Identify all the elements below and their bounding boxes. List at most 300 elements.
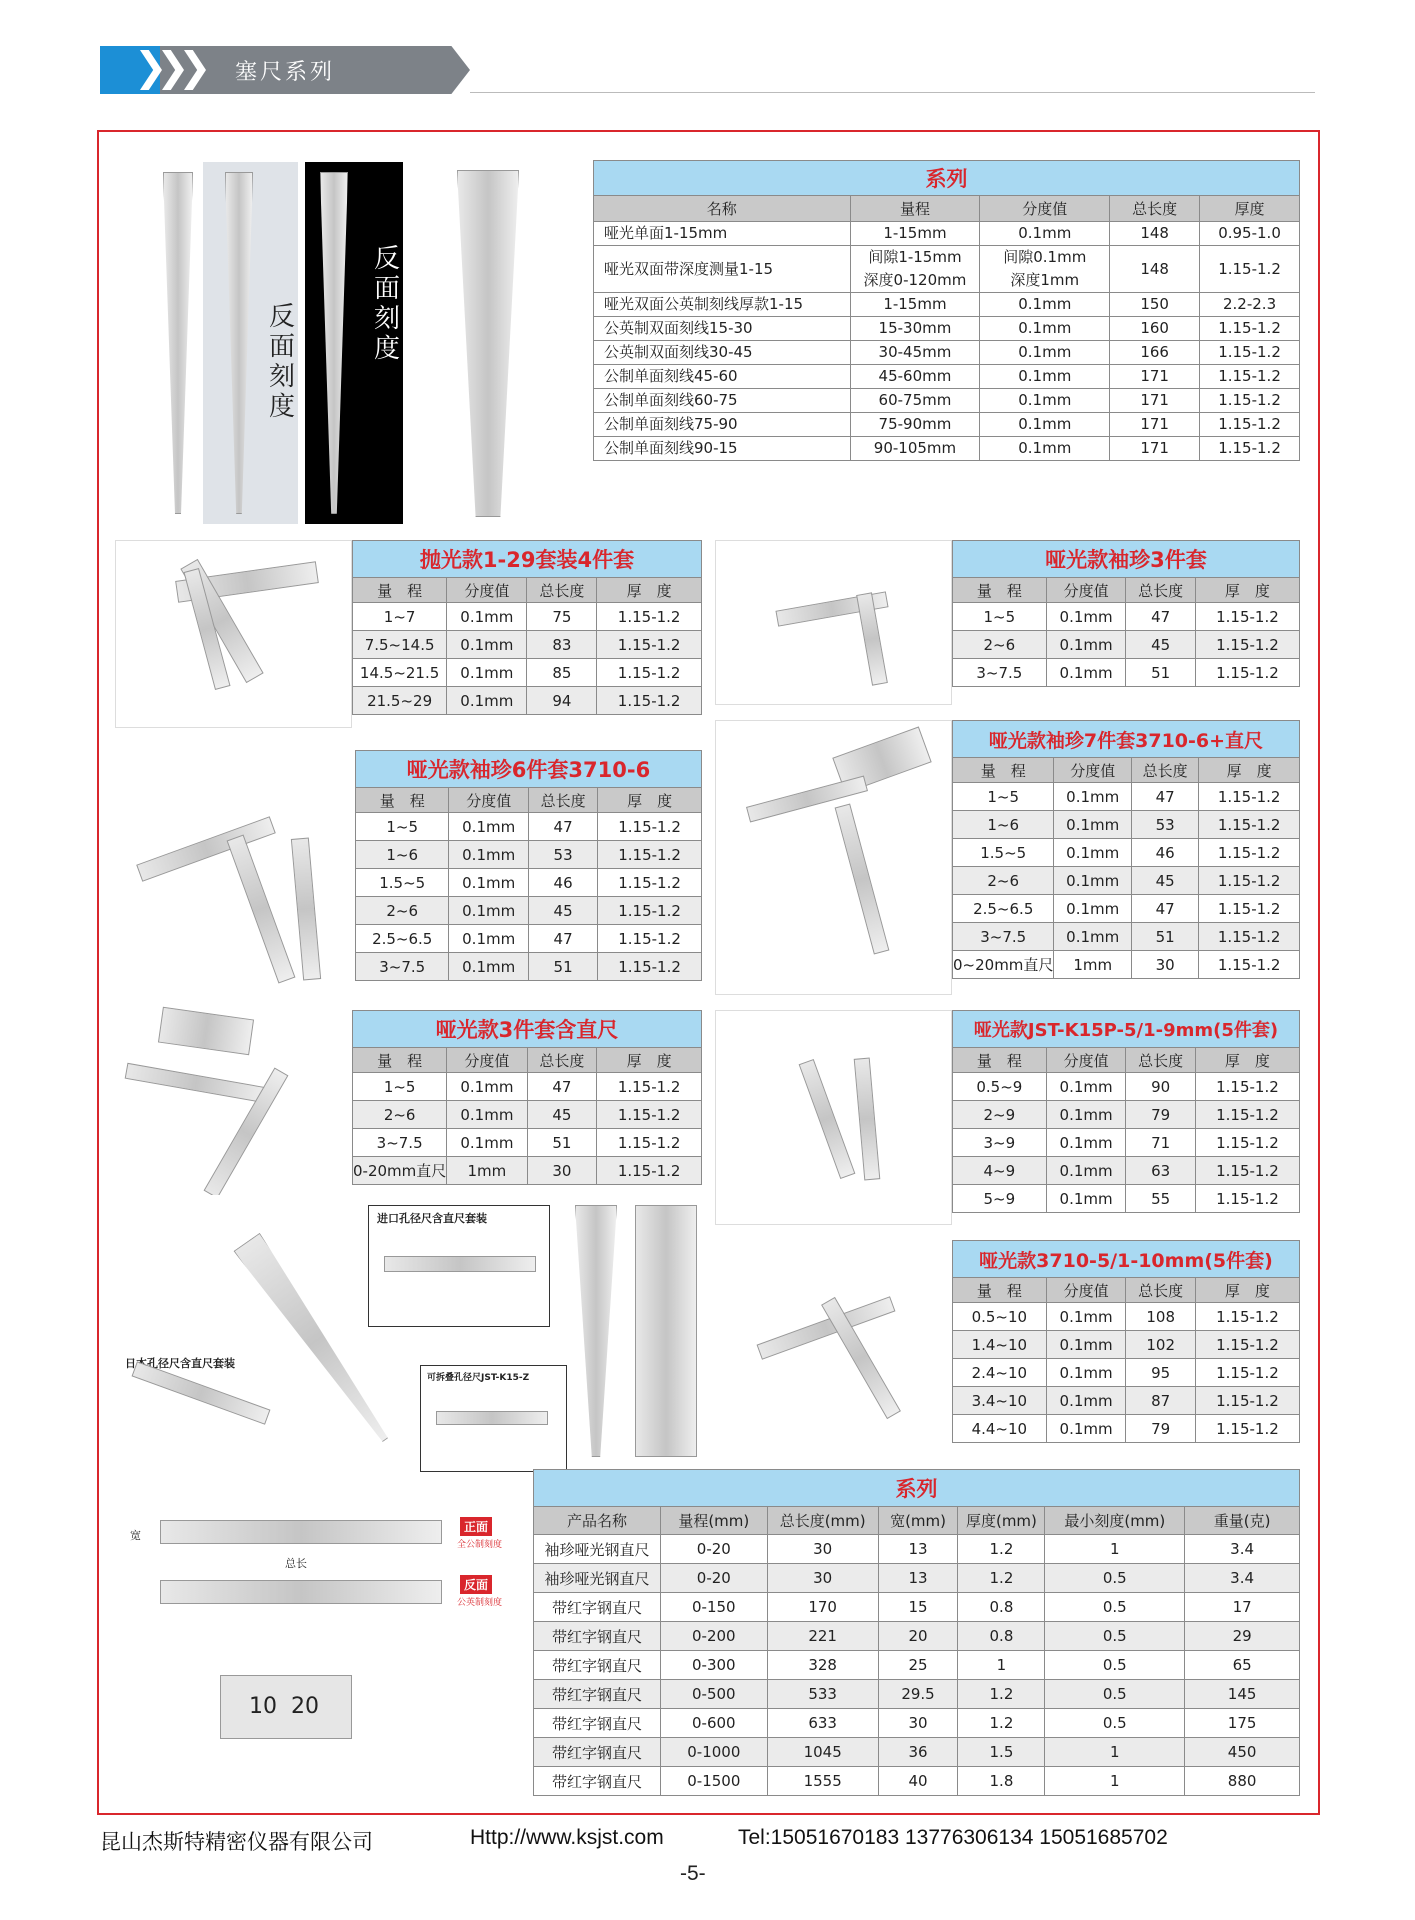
set-title: 哑光款3710-5/1-10mm(5件套): [953, 1241, 1300, 1278]
table-cell: 1~7: [353, 603, 447, 631]
column-header: 厚度(mm): [958, 1507, 1045, 1535]
table-cell: 75-90mm: [850, 413, 980, 437]
table-cell: 55: [1126, 1185, 1195, 1213]
table-cell: 0.1mm: [447, 603, 527, 631]
table-cell: 29.5: [878, 1680, 958, 1709]
table-cell: 带红字钢直尺: [534, 1738, 661, 1767]
table-cell: 带红字钢直尺: [534, 1593, 661, 1622]
footer-url[interactable]: Http://www.ksjst.com: [470, 1826, 664, 1849]
table-cell: 1.15-1.2: [1199, 895, 1300, 923]
table-row: [356, 925, 702, 953]
table-cell: 30-45mm: [850, 341, 980, 365]
table-row: [594, 222, 1300, 246]
photo-import-box: [368, 1205, 550, 1327]
table-cell: 83: [527, 631, 597, 659]
table-cell: 1.8: [958, 1767, 1045, 1796]
table-cell: 0.5~9: [953, 1073, 1047, 1101]
ruler-back-sub: 公英制刻度: [457, 1598, 503, 1608]
table-cell: 3.4~10: [953, 1387, 1047, 1415]
table-cell: 1.15-1.2: [1199, 923, 1300, 951]
set-title: 哑光款袖珍7件套3710-6+直尺: [953, 721, 1300, 758]
column-header: 总长度: [1131, 758, 1198, 783]
table-cell: 1-15mm: [850, 293, 980, 317]
table-row: [953, 1331, 1300, 1359]
table-cell: 0.1mm: [1046, 1185, 1126, 1213]
table-cell: 0.1mm: [447, 1101, 527, 1129]
table-cell: 47: [1126, 603, 1195, 631]
table-mini7: [952, 720, 1300, 979]
table-cell: 1: [1045, 1738, 1185, 1767]
table-cell: 30: [767, 1564, 878, 1593]
table-cell: 1-15mm: [850, 222, 980, 246]
table-cell: 0.5: [1045, 1651, 1185, 1680]
table-row: [356, 869, 702, 897]
table-cell: 带红字钢直尺: [534, 1680, 661, 1709]
table-row: [534, 1738, 1300, 1767]
table-cell: 45: [1126, 631, 1195, 659]
table-cell: 53: [1131, 811, 1198, 839]
column-header: 总长度(mm): [767, 1507, 878, 1535]
table-cell: 328: [767, 1651, 878, 1680]
table-cell: 171: [1110, 365, 1200, 389]
table-row: [534, 1767, 1300, 1796]
table-cell: 1.15-1.2: [597, 1157, 702, 1185]
photo-set3r: [115, 1005, 352, 1195]
table-cell: 1~5: [953, 603, 1047, 631]
column-header: 分度值: [447, 1048, 527, 1073]
table-row: [353, 1129, 702, 1157]
table-cell: 1.15-1.2: [597, 1101, 702, 1129]
table-cell: 1.2: [958, 1709, 1045, 1738]
table-cell: 2~9: [953, 1101, 1047, 1129]
table-row: [356, 897, 702, 925]
table-cell: 1.15-1.2: [1195, 1387, 1299, 1415]
table-row: [353, 631, 702, 659]
photo-fold-box: [420, 1365, 567, 1472]
table-cell: 14.5~21.5: [353, 659, 447, 687]
set-title: 哑光款袖珍3件套: [953, 541, 1300, 578]
table-cell: 166: [1110, 341, 1200, 365]
table-row: [953, 603, 1300, 631]
table-cell: 1~6: [356, 841, 449, 869]
table-row: [356, 953, 702, 981]
table-cell: 1.15-1.2: [598, 897, 702, 925]
table-row: [594, 317, 1300, 341]
table-cell: 1045: [767, 1738, 878, 1767]
photo-mini3: [715, 540, 952, 705]
table-cell: 0-20: [660, 1535, 767, 1564]
table-cell: 0.1mm: [1046, 1101, 1126, 1129]
column-header: 厚 度: [598, 788, 702, 813]
column-header: 重量(克): [1185, 1507, 1300, 1535]
table-cell: 30: [527, 1157, 597, 1185]
table-cell: 0.1mm: [980, 317, 1110, 341]
table-cell: 1.15-1.2: [1195, 1185, 1299, 1213]
table-cell: 0-200: [660, 1622, 767, 1651]
table-cell: 3~7.5: [353, 1129, 447, 1157]
table-row: [594, 437, 1300, 461]
table-cell: 1~5: [353, 1073, 447, 1101]
table-cell: 0.1mm: [980, 222, 1110, 246]
table-cell: 1.15-1.2: [1199, 951, 1300, 979]
ruler-width-label: 宽: [130, 1529, 141, 1542]
table-cell: 46: [528, 869, 597, 897]
table-cell: 0.1mm: [449, 953, 529, 981]
table-cell: 0.1mm: [980, 413, 1110, 437]
section-header: [100, 46, 480, 94]
table-cell: 0.1mm: [980, 293, 1110, 317]
table-row: [953, 839, 1300, 867]
column-header: 总长度: [1126, 1048, 1195, 1073]
table-cell: 1.15-1.2: [597, 1129, 702, 1157]
column-header: 产品名称: [534, 1507, 661, 1535]
table-cell: 0.1mm: [980, 341, 1110, 365]
table-cell: 0.5~10: [953, 1303, 1047, 1331]
table-cell: 30: [1131, 951, 1198, 979]
ruler-series-table: [533, 1469, 1300, 1796]
table-cell: 1.15-1.2: [597, 603, 702, 631]
table-cell: 46: [1131, 839, 1198, 867]
table-cell: 90: [1126, 1073, 1195, 1101]
table-cell: 1mm: [1054, 951, 1132, 979]
photo-import-label: 进口孔径尺含直尺套装: [377, 1212, 487, 1225]
table-row: [594, 293, 1300, 317]
table-cell: 1.15-1.2: [597, 659, 702, 687]
table-cell: 1.15-1.2: [1195, 1359, 1299, 1387]
table-cell: 1.5~5: [953, 839, 1054, 867]
table-row: [356, 813, 702, 841]
table-cell: 40: [878, 1767, 958, 1796]
column-header: 量程: [850, 196, 980, 222]
table-cell: 1.15-1.2: [1199, 867, 1300, 895]
column-header: 名称: [594, 196, 851, 222]
table-cell: 21.5~29: [353, 687, 447, 715]
table-cell: 1.2: [958, 1680, 1045, 1709]
table-cell: 60-75mm: [850, 389, 980, 413]
table-row: [594, 246, 1300, 293]
table-cell: 45: [528, 897, 597, 925]
header-blue-block: [100, 46, 160, 94]
table-cell: 1.5: [958, 1738, 1045, 1767]
table-polish4: [352, 540, 702, 715]
footer-tel: Tel:15051670183 13776306134 15051685702: [738, 1826, 1168, 1849]
table-cell: 45: [1131, 867, 1198, 895]
table-cell: 1.15-1.2: [597, 631, 702, 659]
table-cell: 1.15-1.2: [1195, 631, 1299, 659]
table-cell: 0-600: [660, 1709, 767, 1738]
header-divider: [470, 92, 1315, 93]
table-row: [953, 923, 1300, 951]
table-cell: 带红字钢直尺: [534, 1767, 661, 1796]
table-cell: 1.2: [958, 1564, 1045, 1593]
table-cell: 1.15-1.2: [1200, 437, 1300, 461]
table-cell: 2.5~6.5: [356, 925, 449, 953]
table-cell: 0.1mm: [1054, 783, 1132, 811]
table-title: 系列: [534, 1470, 1300, 1507]
table-cell: 150: [1110, 293, 1200, 317]
table-row: [953, 631, 1300, 659]
table-cell: 哑光双面带深度测量1-15: [594, 246, 851, 293]
table-cell: 1.4~10: [953, 1331, 1047, 1359]
table-cell: 1.15-1.2: [1195, 1129, 1299, 1157]
table-row: [534, 1593, 1300, 1622]
column-header: 厚度: [1200, 196, 1300, 222]
table-cell: 0.1mm: [1054, 839, 1132, 867]
table-row: [534, 1680, 1300, 1709]
table-cell: 45-60mm: [850, 365, 980, 389]
table-cell: 79: [1126, 1101, 1195, 1129]
table-cell: 13: [878, 1535, 958, 1564]
table-cell: 47: [527, 1073, 597, 1101]
table-cell: 148: [1110, 222, 1200, 246]
column-header: 宽(mm): [878, 1507, 958, 1535]
column-header: 量 程: [953, 758, 1054, 783]
table-cell: 450: [1185, 1738, 1300, 1767]
table-cell: 1.15-1.2: [1200, 317, 1300, 341]
table-cell: 2~6: [356, 897, 449, 925]
main-series-table: [593, 160, 1300, 461]
table-cell: 171: [1110, 389, 1200, 413]
table-cell: 4~9: [953, 1157, 1047, 1185]
table-cell: 1.15-1.2: [598, 925, 702, 953]
table-cell: 0.1mm: [1046, 1129, 1126, 1157]
table-cell: 0.8: [958, 1593, 1045, 1622]
table-cell: 1.15-1.2: [597, 687, 702, 715]
table-row: [534, 1622, 1300, 1651]
table-cell: 45: [527, 1101, 597, 1129]
table-cell: 0.1mm: [1054, 895, 1132, 923]
table-row: [594, 341, 1300, 365]
page-title: 塞尺系列: [235, 60, 336, 85]
table-cell: 1~6: [953, 811, 1054, 839]
table-cell: 2.2-2.3: [1200, 293, 1300, 317]
table-row: [356, 841, 702, 869]
table-cell: 带红字钢直尺: [534, 1651, 661, 1680]
table-row: [953, 1359, 1300, 1387]
table-cell: 1.15-1.2: [1195, 1415, 1299, 1443]
table-cell: 1.15-1.2: [1195, 1303, 1299, 1331]
table-cell: 3~7.5: [953, 923, 1054, 951]
column-header: 分度值: [1046, 1048, 1126, 1073]
table-cell: 0-500: [660, 1680, 767, 1709]
photo-k15p: [715, 1010, 952, 1225]
table-cell: 0-20: [660, 1564, 767, 1593]
table-cell: 0.1mm: [1054, 923, 1132, 951]
table-cell: 15-30mm: [850, 317, 980, 341]
table-row: [953, 1073, 1300, 1101]
table-cell: 13: [878, 1564, 958, 1593]
column-header: 总长度: [1126, 1278, 1195, 1303]
table-row: [953, 659, 1300, 687]
reverse-scale-label-b: 反面刻度: [373, 244, 400, 364]
table-cell: 880: [1185, 1767, 1300, 1796]
table-cell: 0.1mm: [1046, 1359, 1126, 1387]
table-cell: 1.15-1.2: [598, 953, 702, 981]
table-cell: 1.15-1.2: [1200, 389, 1300, 413]
column-header: 总长度: [1126, 578, 1195, 603]
table-cell: 2~6: [953, 867, 1054, 895]
table-cell: 0.1mm: [1046, 1303, 1126, 1331]
set-title: 抛光款1-29套装4件套: [353, 541, 702, 578]
table-cell: 袖珍哑光钢直尺: [534, 1564, 661, 1593]
table-row: [953, 1185, 1300, 1213]
table-cell: 71: [1126, 1129, 1195, 1157]
table-cell: 7.5~14.5: [353, 631, 447, 659]
column-header: 分度值: [1054, 758, 1132, 783]
table-cell: 1.15-1.2: [1200, 365, 1300, 389]
table-cell: 带红字钢直尺: [534, 1622, 661, 1651]
table-cell: 221: [767, 1622, 878, 1651]
table-cell: 1.15-1.2: [1195, 603, 1299, 631]
table-row: [594, 389, 1300, 413]
table-cell: 25: [878, 1651, 958, 1680]
table-cell: 5~9: [953, 1185, 1047, 1213]
column-header: 厚 度: [1195, 1278, 1299, 1303]
photo-mini7: [715, 720, 952, 995]
table-cell: 3.4: [1185, 1564, 1300, 1593]
table-cell: 30: [878, 1709, 958, 1738]
table-cell: 公制单面刻线45-60: [594, 365, 851, 389]
table-cell: 1.15-1.2: [1195, 659, 1299, 687]
table-cell: 30: [767, 1535, 878, 1564]
table-cell: 0.1mm: [449, 925, 529, 953]
table-row: [594, 413, 1300, 437]
main-gauge-photos: [115, 162, 593, 524]
table-cell: 65: [1185, 1651, 1300, 1680]
table-cell: 间隙0.1mm 深度1mm: [980, 246, 1110, 293]
table-cell: 1mm: [447, 1157, 527, 1185]
table-row: [353, 1101, 702, 1129]
table-cell: 108: [1126, 1303, 1195, 1331]
table-cell: 15: [878, 1593, 958, 1622]
table-cell: 0.1mm: [1046, 1415, 1126, 1443]
table-cell: 0-1000: [660, 1738, 767, 1767]
table-cell: 17: [1185, 1593, 1300, 1622]
table-cell: 171: [1110, 413, 1200, 437]
column-header: 量 程: [953, 1048, 1047, 1073]
table-cell: 1.15-1.2: [1200, 341, 1300, 365]
table-row: [953, 1101, 1300, 1129]
table-cell: 0.1mm: [447, 1073, 527, 1101]
table-cell: 0~20mm直尺: [953, 951, 1054, 979]
table-row: [353, 1157, 702, 1185]
table-cell: 1.15-1.2: [598, 869, 702, 897]
table-cell: 0.1mm: [1046, 659, 1126, 687]
table-cell: 170: [767, 1593, 878, 1622]
table-cell: 0.1mm: [1046, 1073, 1126, 1101]
column-header: 总长度: [527, 1048, 597, 1073]
column-header: 厚 度: [1195, 578, 1299, 603]
table-row: [953, 1415, 1300, 1443]
table-cell: 1.15-1.2: [1199, 839, 1300, 867]
table-cell: 0.1mm: [1046, 603, 1126, 631]
table-cell: 160: [1110, 317, 1200, 341]
table-cell: 1~5: [356, 813, 449, 841]
table-cell: 哑光双面公英制刻线厚款1-15: [594, 293, 851, 317]
page-number: -5-: [680, 1862, 706, 1885]
table-cell: 公制单面刻线75-90: [594, 413, 851, 437]
table-cell: 1.15-1.2: [1195, 1073, 1299, 1101]
table-mini3: [952, 540, 1300, 687]
table-cell: 0.1mm: [447, 659, 527, 687]
table-row: [953, 1387, 1300, 1415]
table-cell: 0.1mm: [1046, 1387, 1126, 1415]
table-cell: 0.1mm: [980, 365, 1110, 389]
table-row: [953, 1157, 1300, 1185]
set-title: 哑光款袖珍6件套3710-6: [356, 751, 702, 788]
ruler-length-label: 总长: [285, 1557, 307, 1570]
table-cell: 0.5: [1045, 1709, 1185, 1738]
table-cell: 102: [1126, 1331, 1195, 1359]
table-cell: 36: [878, 1738, 958, 1767]
table-cell: 533: [767, 1680, 878, 1709]
table-cell: 1.15-1.2: [598, 841, 702, 869]
column-header: 量 程: [953, 1278, 1047, 1303]
table-cell: 1.15-1.2: [1195, 1331, 1299, 1359]
table-cell: 0.1mm: [449, 897, 529, 925]
table-cell: 0.1mm: [1046, 1157, 1126, 1185]
table-cell: 633: [767, 1709, 878, 1738]
table-cell: 0-150: [660, 1593, 767, 1622]
table-cell: 0-20mm直尺: [353, 1157, 447, 1185]
table-cell: 95: [1126, 1359, 1195, 1387]
table-cell: 47: [528, 925, 597, 953]
table-cell: 0-300: [660, 1651, 767, 1680]
table-cell: 1.15-1.2: [1195, 1101, 1299, 1129]
column-header: 分度值: [1046, 578, 1126, 603]
table-cell: 1.5~5: [356, 869, 449, 897]
table-row: [534, 1651, 1300, 1680]
column-header: 分度值: [1046, 1278, 1126, 1303]
table-cell: 0.1mm: [447, 687, 527, 715]
table-k15p: [952, 1010, 1300, 1213]
table-row: [353, 659, 702, 687]
table-cell: 公英制双面刻线15-30: [594, 317, 851, 341]
table-row: [953, 783, 1300, 811]
column-header: 厚 度: [1195, 1048, 1299, 1073]
table-cell: 47: [528, 813, 597, 841]
table-cell: 间隙1-15mm 深度0-120mm: [850, 246, 980, 293]
table-cell: 0.8: [958, 1622, 1045, 1651]
table-cell: 2.4~10: [953, 1359, 1047, 1387]
table-cell: 0.95-1.0: [1200, 222, 1300, 246]
table-cell: 1.15-1.2: [1195, 1157, 1299, 1185]
table-cell: 4.4~10: [953, 1415, 1047, 1443]
table-cell: 0.5: [1045, 1680, 1185, 1709]
column-header: 总长度: [528, 788, 597, 813]
reverse-scale-label-a: 反面刻度: [268, 302, 295, 422]
column-header: 量 程: [353, 578, 447, 603]
column-header: 最小刻度(mm): [1045, 1507, 1185, 1535]
table-row: [953, 951, 1300, 979]
table-cell: 0.1mm: [1054, 811, 1132, 839]
table-cell: 1.15-1.2: [597, 1073, 702, 1101]
photo-japan-label: 日本孔径尺含直尺套装: [125, 1357, 235, 1370]
table-cell: 公制单面刻线60-75: [594, 389, 851, 413]
table-cell: 1.15-1.2: [1199, 783, 1300, 811]
photo-japan-box: [125, 1355, 275, 1465]
table-cell: 0.1mm: [1046, 631, 1126, 659]
table-row: [953, 811, 1300, 839]
photo-mini6: [115, 750, 352, 990]
table-cell: 51: [1131, 923, 1198, 951]
table-cell: 0.1mm: [980, 437, 1110, 461]
table-row: [953, 895, 1300, 923]
table-row: [353, 603, 702, 631]
photo-collage: [115, 1205, 715, 1465]
table-cell: 0.1mm: [449, 813, 529, 841]
table-cell: 47: [1131, 895, 1198, 923]
